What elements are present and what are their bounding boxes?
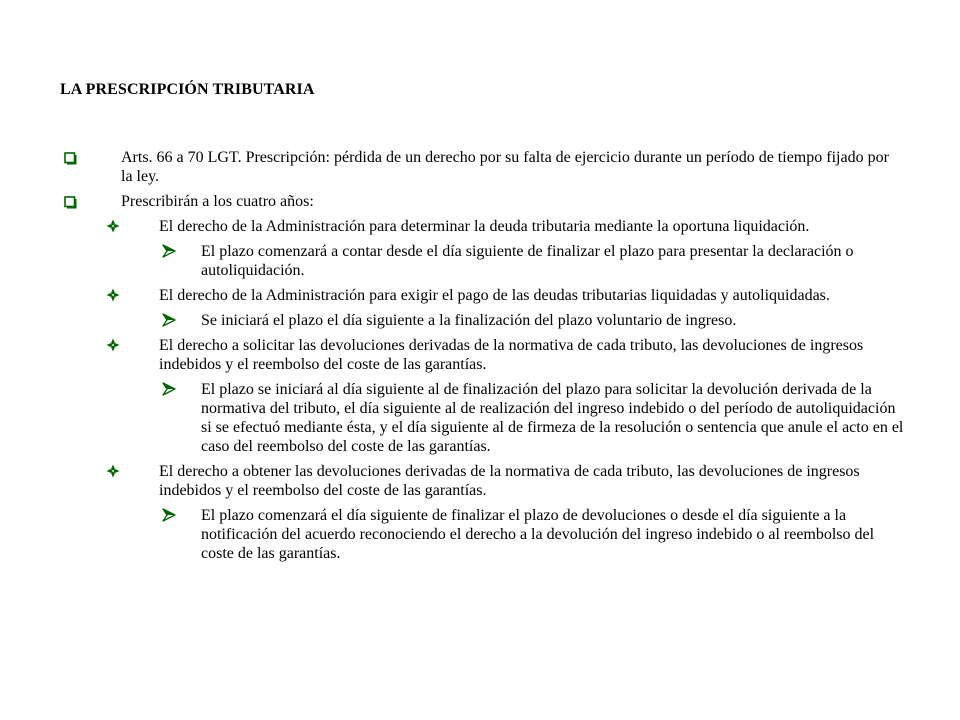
- diamond-bullet-icon: [106, 464, 120, 483]
- list-item-text: El derecho a solicitar las devoluciones derivadas de la normativa de cada tributo, las devoluciones de ingresos indebidos y el reembolso del coste de las garantías.: [159, 337, 864, 373]
- arrow-bullet-icon: [162, 382, 176, 401]
- list-item-text: El plazo comenzará el día siguiente de finalizar el plazo de devoluciones o desde el día siguiente a la notificación del acuerdo reconociendo el derecho a la devolución del ingreso indebido o al reembolso del coste de las garantías.: [201, 507, 875, 562]
- hollow-square-icon: [64, 195, 77, 208]
- arrow-bullet-icon: [162, 244, 176, 263]
- diamond-bullet-icon: [106, 288, 120, 307]
- list-item: [0, 286, 960, 305]
- list-item-text: El derecho de la Administración para determinar la deuda tributaria mediante la oportuna liquidación.: [159, 218, 810, 235]
- list-item-text: El derecho de la Administración para exigir el pago de las deudas tributarias liquidadas y autoliquidadas.: [159, 287, 830, 304]
- diamond-bullet-icon: [106, 219, 120, 238]
- list-item: [0, 148, 960, 186]
- hollow-square-icon: [64, 151, 77, 164]
- diamond-bullet-icon: [106, 338, 120, 357]
- slide-title: LA PRESCRIPCIÓN TRIBUTARIA: [60, 81, 315, 98]
- list-item-text: Prescribirán a los cuatro años:: [121, 193, 314, 210]
- list-item: [0, 217, 960, 236]
- list-item: [0, 192, 960, 211]
- list-item: [0, 506, 960, 563]
- list-item-text: El derecho a obtener las devoluciones derivadas de la normativa de cada tributo, las devoluciones de ingresos indebidos y el reembolso del coste de las garantías.: [159, 463, 860, 499]
- list-item: [0, 462, 960, 500]
- list-item-text: Arts. 66 a 70 LGT. Prescripción: pérdida de un derecho por su falta de ejercicio durante un período de tiempo fijado por la ley.: [121, 149, 889, 185]
- list-item: [0, 311, 960, 330]
- bullet-list: [0, 148, 960, 569]
- list-item: [0, 242, 960, 280]
- list-item: [0, 380, 960, 456]
- arrow-bullet-icon: [162, 508, 176, 527]
- list-item-text: El plazo comenzará a contar desde el día siguiente de finalizar el plazo para presentar la declaración o autoliquidación.: [201, 243, 854, 279]
- arrow-bullet-icon: [162, 313, 176, 332]
- list-item-text: Se iniciará el plazo el día siguiente a la finalización del plazo voluntario de ingreso.: [201, 312, 737, 329]
- list-item: [0, 336, 960, 374]
- list-item-text: El plazo se iniciará al día siguiente al de finalización del plazo para solicitar la devolución derivada de la normativa del tributo, el día siguiente al de realización del ingreso indebido o del período de autoliquidación si se efectuó mediante ésta, y el día siguiente al de firmeza de la resolución o sentencia que anule el acto en el caso del reembolso del coste de las garantías.: [201, 381, 904, 455]
